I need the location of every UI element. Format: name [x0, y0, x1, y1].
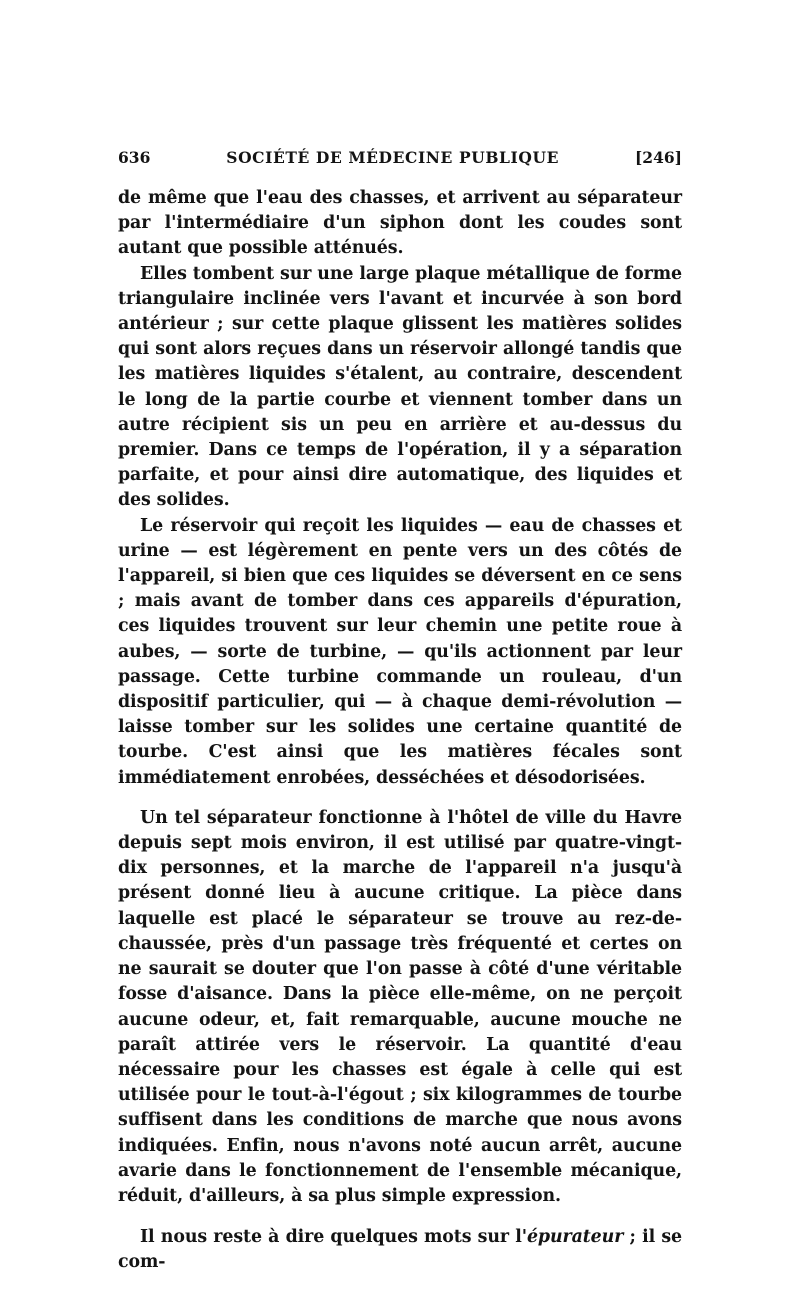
page-number: 636: [118, 148, 151, 167]
paragraph-reservoir: Le réservoir qui reçoit les liquides — eau de chasses et urine — est légèrement en pente vers un des côtés de l'appareil, si bien que ces liquides se déversent en ce sens ; mais avant de tomber dans ces appareils d'épuration, ces liquides trouvent sur leur chemin une petite roue à aubes, — sorte de turbine, — qu'ils actionnent par leur passage. Cette turbine commande un rouleau, d'un dispositif particulier, qui — à chaque demi-révolution — laisse tomber sur les solides une certaine quantité de tourbe. C'est ainsi que les matières fécales sont immédiatement enrobées, desséchées et désodorisées.: [118, 515, 682, 788]
running-header: [118, 148, 682, 172]
page-reference: [246]: [634, 148, 682, 167]
paragraph-continuation: de même que l'eau des chasses, et arrivent au séparateur par l'intermédiaire d'un siphon dont les coudes sont autant que possible atténués.: [118, 188, 682, 259]
paragraph-plaque: Elles tombent sur une large plaque métallique de forme triangulaire inclinée vers l'avant et incurvée à son bord antérieur ; sur cette plaque glissent les matières solides qui sont alors reçues dans un réservoir allongé tandis que les matières liquides s'étalent, au contraire, descendent le long de la partie courbe et viennent tomber dans un autre récipient sis un peu en arrière et au-dessus du premier. Dans ce temps de l'opération, il y a séparation parfaite, et pour ainsi dire automatique, des liquides et des solides.: [118, 263, 682, 511]
paragraph-epurateur: [118, 1225, 682, 1275]
epurateur-text-after: ; il se com-: [118, 1227, 682, 1273]
running-title: SOCIÉTÉ DE MÉDECINE PUBLIQUE: [226, 148, 560, 167]
epurateur-italic-term: épurateur: [526, 1227, 624, 1248]
book-page: [118, 148, 682, 1276]
paragraph-havre: Un tel séparateur fonctionne à l'hôtel de ville du Havre depuis sept mois environ, il est utilisé par quatre-vingt-dix personnes, et la marche de l'appareil n'a jusqu'à présent donné lieu à aucune critique. La pièce dans laquelle est placé le séparateur se trouve au rez-de-chaussée, près d'un passage très fréquenté et certes on ne saurait se douter que l'on passe à côté d'une véritable fosse d'aisance. Dans la pièce elle-même, on ne perçoit aucune odeur, et, fait remarquable, aucune mouche ne paraît attirée vers le réservoir. La quantité d'eau nécessaire pour les chasses est égale à celle qui est utilisée pour le tout-à-l'égout ; six kilogrammes de tourbe suffisent dans les conditions de marche que nous avons indiquées. Enfin, nous n'avons noté aucun arrêt, aucune avarie dans le fonctionnement de l'ensemble mécanique, réduit, d'ailleurs, à sa plus simple expression.: [118, 807, 682, 1206]
epurateur-text-before: Il nous reste à dire quelques mots sur l': [140, 1227, 527, 1248]
